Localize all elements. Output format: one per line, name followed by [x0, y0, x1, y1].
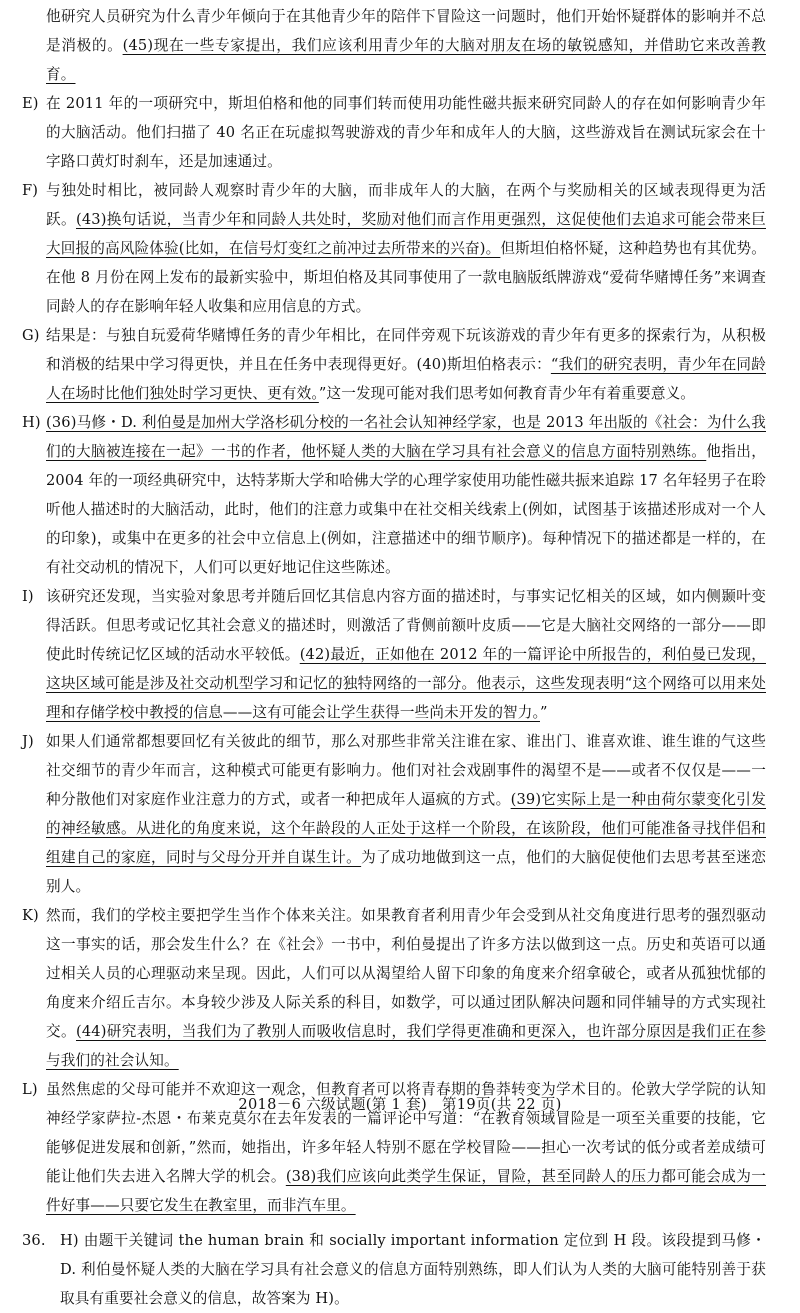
- text-segment: 与独处时相比，被同龄人观察时青少年的大脑，而非成年人的大脑，在两个与奖励相关的区域表现得更为活跃。: [46, 182, 766, 228]
- paragraph-text: [46, 321, 766, 408]
- answer-36: [22, 1226, 766, 1313]
- answer-explanation: [22, 1226, 766, 1313]
- paragraph-text: [46, 408, 766, 582]
- paragraph-text: [46, 89, 766, 176]
- text-segment: 他研究人员研究为什么青少年倾向于在其他青少年的陪伴下冒险这一问题时，他们开始怀疑群体的影响并不总是消极的。: [46, 8, 766, 54]
- text-segment: ”: [540, 704, 548, 721]
- paragraph-continued: [22, 2, 766, 89]
- paragraph-j: [22, 727, 766, 901]
- underlined-sentence: (45)现在一些专家提出，我们应该利用青少年的大脑对朋友在场的敏锐感知，并借助它来改善教育。: [46, 37, 766, 83]
- text-segment: 虽然焦虑的父母可能并不欢迎这一观念，但教育者可以将青春期的鲁莽转变为学术目的。伦敦大学学院的认知神经学家萨拉-杰恩・布莱克莫尔在去年发表的一篇评论中写道：“在教育领域冒险是一项至关重要的技能，它能够促进发展和创新，”然而，她指出，许多年轻人特别不愿在学校冒险——担心一次考试的低分或者差成绩可能让他们失去进入名牌大学的机会。: [46, 1081, 766, 1185]
- underlined-sentence: (36)马修・D. 利伯曼是加州大学洛杉矶分校的一名社会认知神经学家，也是 2013 年出版的《社会：为什么我们的大脑被连接在一起》一书的作者，他怀疑人类的大脑在学习具有社会意义的信息方面特别熟练。: [46, 414, 766, 460]
- paragraph-text: [46, 176, 766, 321]
- paragraph-label: H): [22, 414, 41, 431]
- underlined-sentence: (43)换句话说，当青少年和同龄人共处时，奖励对他们而言作用更强烈，这促使他们去追求可能会带来巨大回报的高风险体验(比如，在信号灯变红之前冲过去所带来的兴奋)。: [46, 211, 766, 257]
- text-segment: 但斯坦伯格怀疑，这种趋势也有其优势。在他 8 月份在网上发布的最新实验中，斯坦伯格及其同事使用了一款电脑版纸牌游戏“爱荷华赌博任务”来调查同龄人的存在影响年轻人收集和应用信息的方式。: [46, 240, 766, 315]
- text-segment: H) 由题干关键词 the human brain 和 socially important information 定位到 H 段。该段提到马修・D. 利伯曼怀疑人类的大脑在学习具有社会意义的信息方面特别熟练，即人们认为人类的大脑可能特别善于获取具有重要社会意义的信息，故答案为 H)。: [60, 1232, 766, 1307]
- paragraph-text: [46, 727, 766, 901]
- text-segment: 他指出，2004 年的一项经典研究中，达特茅斯大学和哈佛大学的心理学家使用功能性磁共振来追踪 17 名年轻男子在聆听他人描述时的大脑活动，此时，他们的注意力或集中在社交相关线索上(例如，试图基于该描述形成对一个人的印象)，或集中在更多的社会中立信息上(例如，注意描述中的细节顺序)。每种情况下的描述都是一样的，在有社交动机的情况下，人们可以更好地记住这些陈述。: [46, 443, 766, 576]
- text-segment: 如果人们通常都想要回忆有关彼此的细节，那么对那些非常关注谁在家、谁出门、谁喜欢谁、谁生谁的气这些社交细节的青少年而言，这种模式可能更有影响力。他们对社会戏剧事件的渴望不是——或者不仅仅是——一种分散他们对家庭作业注意力的方式，或者一种把成年人逼疯的方式。: [46, 733, 766, 808]
- paragraph-k: [22, 901, 766, 1075]
- paragraph-text: [46, 901, 766, 1075]
- paragraph-label: F): [22, 182, 39, 199]
- text-segment: 然而，我们的学校主要把学生当作个体来关注。如果教育者利用青少年会受到从社交角度进行思考的强烈驱动这一事实的话，那会发生什么？在《社会》一书中，利伯曼提出了许多方法以做到这一点。历史和英语可以通过相关人员的心理驱动来呈现。因此，人们可以从渴望给人留下印象的角度来介绍拿破仑，或者从孤独忧郁的角度来介绍丘吉尔。本身较少涉及人际关系的科目，如数学，可以通过团队解决问题和同伴辅导的方式实现社交。: [46, 907, 766, 1040]
- paragraph-f: [22, 176, 766, 321]
- paragraph-label: J): [22, 733, 34, 750]
- paragraph-g: [22, 321, 766, 408]
- underlined-sentence: (38)我们应该向此类学生保证，冒险，甚至同龄人的压力都可能会成为一件好事——只要它发生在教室里，而非汽车里。: [46, 1168, 767, 1214]
- underlined-sentence: (44)研究表明，当我们为了教别人而吸收信息时，我们学得更准确和更深入，也许部分原因是我们正在参与我们的社会认知。: [46, 1023, 766, 1069]
- paragraph-h: [22, 408, 766, 582]
- paragraph-label: K): [22, 907, 39, 924]
- paragraph-label: E): [22, 95, 39, 112]
- underlined-sentence: (39)它实际上是一种由荷尔蒙变化引发的神经敏感。从进化的角度来说，这个年龄段的人正处于这样一个阶段，在该阶段，他们可能准备寻找伴侣和组建自己的家庭，同时与父母分开并自谋生计。: [46, 791, 766, 866]
- text-segment: 在 2011 年的一项研究中，斯坦伯格和他的同事们转而使用功能性磁共振来研究同龄人的存在如何影响青少年的大脑活动。他们扫描了 40 名正在玩虚拟驾驶游戏的青少年和成年人的大脑，这些游戏旨在测试玩家会在十字路口黄灯时刹车，还是加速通过。: [46, 95, 766, 170]
- text-segment: 为了成功地做到这一点，他们的大脑促使他们去思考甚至迷恋别人。: [46, 849, 766, 895]
- text-segment: ”这一发现可能对我们思考如何教育青少年有着重要意义。: [318, 385, 696, 402]
- paragraph-label: 36.: [22, 1232, 46, 1249]
- text-segment: 结果是：与独自玩爱荷华赌博任务的青少年相比，在同伴旁观下玩该游戏的青少年有更多的探索行为，从积极和消极的结果中学习得更快，并且在任务中表现得更好。(40)斯坦伯格表示：: [46, 327, 766, 373]
- underlined-sentence: “我们的研究表明，青少年在同龄人在场时比他们独处时学习更快、更有效。: [46, 356, 766, 402]
- paragraph-e: [22, 89, 766, 176]
- paragraph-label: L): [22, 1081, 38, 1098]
- underlined-sentence: (42)最近，正如他在 2012 年的一篇评论中所报告的，利伯曼已发现，这块区域可能是涉及社交动机型学习和记忆的独特网络的一部分。他表示，这些发现表明“这个网络可以用来处理和存储学校中教授的信息——这有可能会让学生获得一些尚未开发的智力。: [46, 646, 766, 721]
- text-segment: 该研究还发现，当实验对象思考并随后回忆其信息内容方面的描述时，与事实记忆相关的区域，如内侧颞叶变得活跃。但思考或记忆其社会意义的描述时，则激活了背侧前额叶皮质——它是大脑社交网络的一部分——即使此时传统记忆区域的活动水平较低。: [46, 588, 766, 663]
- paragraph-label: I): [22, 588, 34, 605]
- passage: [22, 2, 766, 1220]
- page-footer: 2018－6 六级试题(第 1 套) 第19页(共 22 页): [238, 1096, 562, 1113]
- paragraph-text: [46, 2, 766, 89]
- paragraph-i: [22, 582, 766, 727]
- paragraph-text: [46, 582, 766, 727]
- paragraph-text: [60, 1226, 766, 1313]
- paragraph-label: G): [22, 327, 40, 344]
